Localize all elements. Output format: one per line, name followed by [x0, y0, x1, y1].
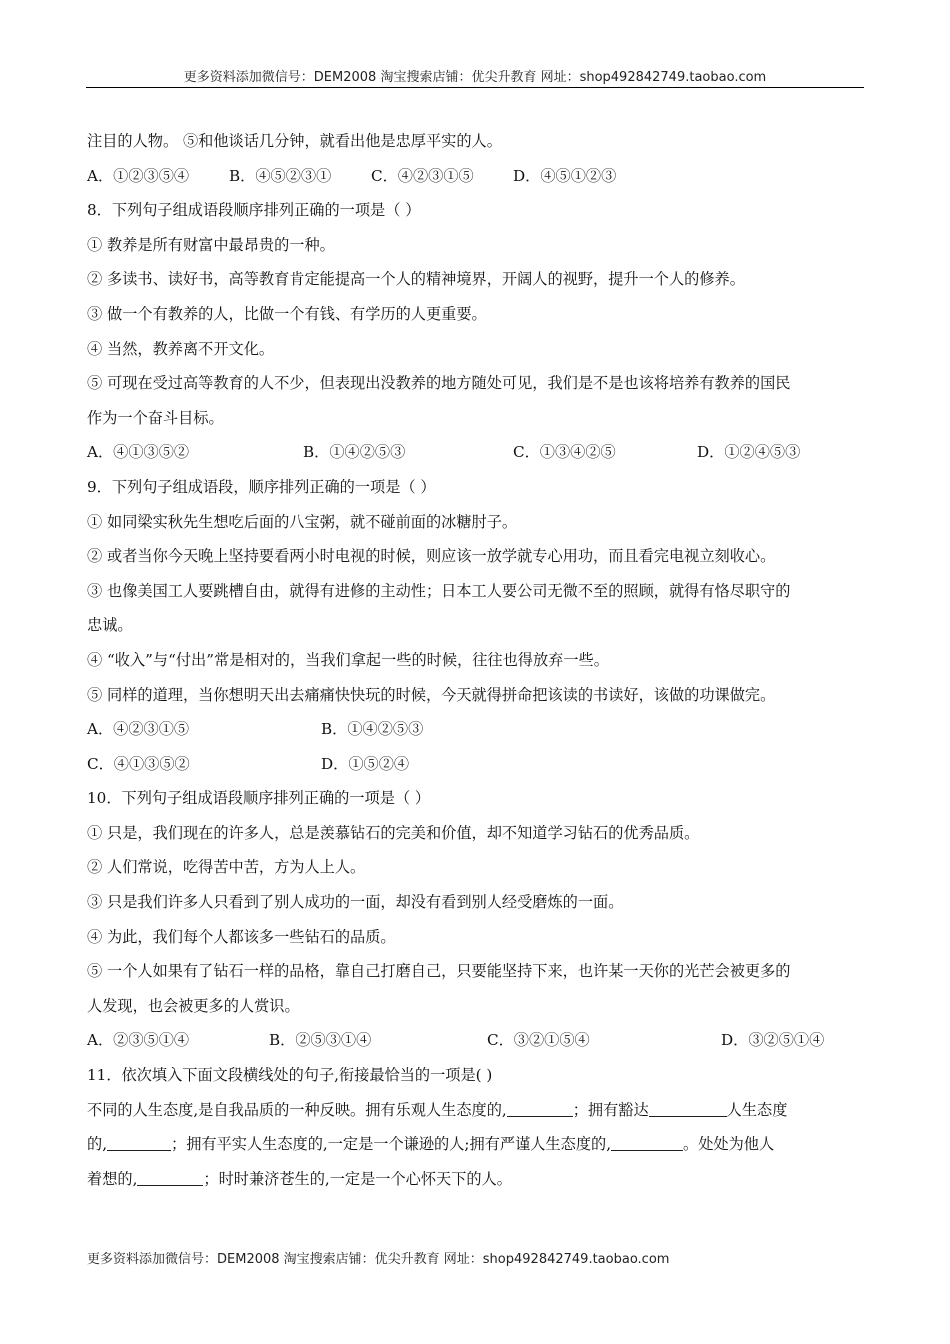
q10-sentence-5: ⑤ 一个人如果有了钻石一样的品格，靠自己打磨自己，只要能坚持下来，也许某一天你的光芒会被更多的: [87, 962, 791, 981]
q10-sentence-4: ④ 为此，我们每个人都该多一些钻石的品质。: [87, 927, 396, 946]
q10-option-c: C．③②①⑤④: [487, 1031, 590, 1050]
q9-sentence-4: ④ “收入”与“付出”常是相对的，当我们拿起一些的时候，往往也得放弃一些。: [87, 650, 609, 669]
q11-text: ；拥有平实人生态度的,一定是一个谦逊的人;拥有严谨人生态度的,: [171, 1135, 612, 1154]
q8-sentence-4: ④ 当然，教养离不开文化。: [87, 339, 275, 358]
q8-option-d: D．①②④⑤③: [697, 443, 801, 462]
q9-sentence-3-cont: 忠诚。: [87, 616, 133, 635]
q10-option-d: D．③②⑤①④: [721, 1031, 825, 1050]
q11-text: 的,: [87, 1135, 108, 1154]
q10-options: [87, 1023, 865, 1058]
q11-blank-3: [611, 1134, 683, 1151]
q9-sentence-3: ③ 也像美国工人要跳槽自由，就得有进修的主动性；日本工人要公司无微不至的照顾，就得有恪尽职守的: [87, 581, 791, 600]
q8-sentence-5-cont: 作为一个奋斗目标。: [87, 408, 224, 427]
q11-text: 。处处为他人: [683, 1135, 775, 1154]
q7-continuation: 注目的人物。 ⑤和他谈话几分钟，就看出他是忠厚平实的人。: [87, 132, 502, 150]
q11-blank-1: [507, 1100, 573, 1117]
q8-sentence-3: ③ 做一个有教养的人，比做一个有钱、有学历的人更重要。: [87, 304, 487, 323]
q9-option-d: D．①⑤②④: [321, 754, 410, 773]
q9-sentence-2: ② 或者当你今天晚上坚持要看两小时电视的时候，则应该一放学就专心用功，而且看完电视立刻收心。: [87, 547, 776, 566]
page-footer: 更多资料添加微信号：DEM2008 淘宝搜索店铺：优尖升教育 网址：shop492842749.taobao.com: [87, 1252, 670, 1267]
q11-text: 人生态度: [726, 1100, 788, 1119]
q11-text: ；拥有豁达: [572, 1100, 649, 1119]
q10-sentence-1: ① 只是，我们现在的许多人，总是羡慕钻石的完美和价值，却不知道学习钻石的优秀品质。: [87, 823, 700, 842]
q9-sentence-1: ① 如同梁实秋先生想吃后面的八宝粥，就不碰前面的冰糖肘子。: [87, 512, 518, 531]
q7-option-d: D．④⑤①②③: [513, 166, 617, 185]
q8-sentence-1: ① 教养是所有财富中最昂贵的一种。: [87, 235, 335, 254]
q8-stem: 8．下列句子组成语段顺序排列正确的一项是（ ）: [87, 201, 421, 220]
q8-option-c: C．①③④②⑤: [513, 443, 616, 462]
q11-stem: 11．依次填入下面文段横线处的句子,衔接最恰当的一项是( ): [87, 1066, 493, 1085]
q11-passage-line-2: [87, 1127, 865, 1162]
q11-passage-line-3: [87, 1162, 865, 1197]
q9-option-a: A．④②③①⑤: [87, 720, 190, 739]
q10-stem: 10．下列句子组成语段顺序排列正确的一项是（ ）: [87, 789, 431, 808]
q10-option-b: B．②⑤③①④: [269, 1031, 372, 1050]
page-header: 更多资料添加微信号：DEM2008 淘宝搜索店铺：优尖升教育 网址：shop492842749.taobao.com: [183, 70, 767, 85]
q7-options: [87, 159, 865, 194]
q11-text: 着想的,: [87, 1169, 138, 1188]
document-body: [87, 124, 865, 1196]
q11-blank-2: [107, 1134, 171, 1151]
q9-stem: 9．下列句子组成语段，顺序排列正确的一项是（ ）: [87, 477, 436, 496]
q7-option-b: B．④⑤②③①: [229, 166, 332, 185]
q9-option-c: C．④①③⑤②: [87, 754, 190, 773]
header-rule: [86, 87, 864, 88]
q7-option-c: C．④②③①⑤: [371, 166, 474, 185]
q8-option-a: A．④①③⑤②: [87, 443, 190, 462]
q8-sentence-2: ② 多读书、读好书，高等教育肯定能提高一个人的精神境界，开阔人的视野，提升一个人的修养。: [87, 270, 745, 289]
q11-text: ；时时兼济苍生的,一定是一个心怀天下的人。: [203, 1169, 512, 1188]
q9-options-row-2: [87, 747, 865, 782]
q10-option-a: A．②③⑤①④: [87, 1031, 190, 1050]
q9-option-b: B．①④②⑤③: [321, 720, 424, 739]
q11-blank-inline: [649, 1100, 727, 1117]
q8-options: [87, 435, 865, 470]
q11-passage-line-1: [87, 1093, 865, 1128]
q10-sentence-2: ② 人们常说，吃得苦中苦，方为人上人。: [87, 858, 366, 877]
q10-sentence-3: ③ 只是我们许多人只看到了别人成功的一面，却没有看到别人经受磨炼的一面。: [87, 893, 624, 912]
q8-sentence-5: ⑤ 可现在受过高等教育的人不少，但表现出没教养的地方随处可见，我们是不是也该将培养有教养的国民: [87, 374, 791, 393]
q10-sentence-5-cont: 人发现，也会被更多的人赏识。: [87, 996, 300, 1015]
q11-blank-4: [137, 1169, 203, 1186]
q11-text: 不同的人生态度,是自我品质的一种反映。拥有乐观人生态度的,: [87, 1100, 507, 1119]
q7-option-a: A．①②③⑤④: [87, 166, 190, 185]
q9-options-row-1: [87, 712, 865, 747]
q9-sentence-5: ⑤ 同样的道理，当你想明天出去痛痛快快玩的时候，今天就得拼命把该读的书读好，该做的功课做完。: [87, 685, 776, 704]
q8-option-b: B．①④②⑤③: [303, 443, 406, 462]
